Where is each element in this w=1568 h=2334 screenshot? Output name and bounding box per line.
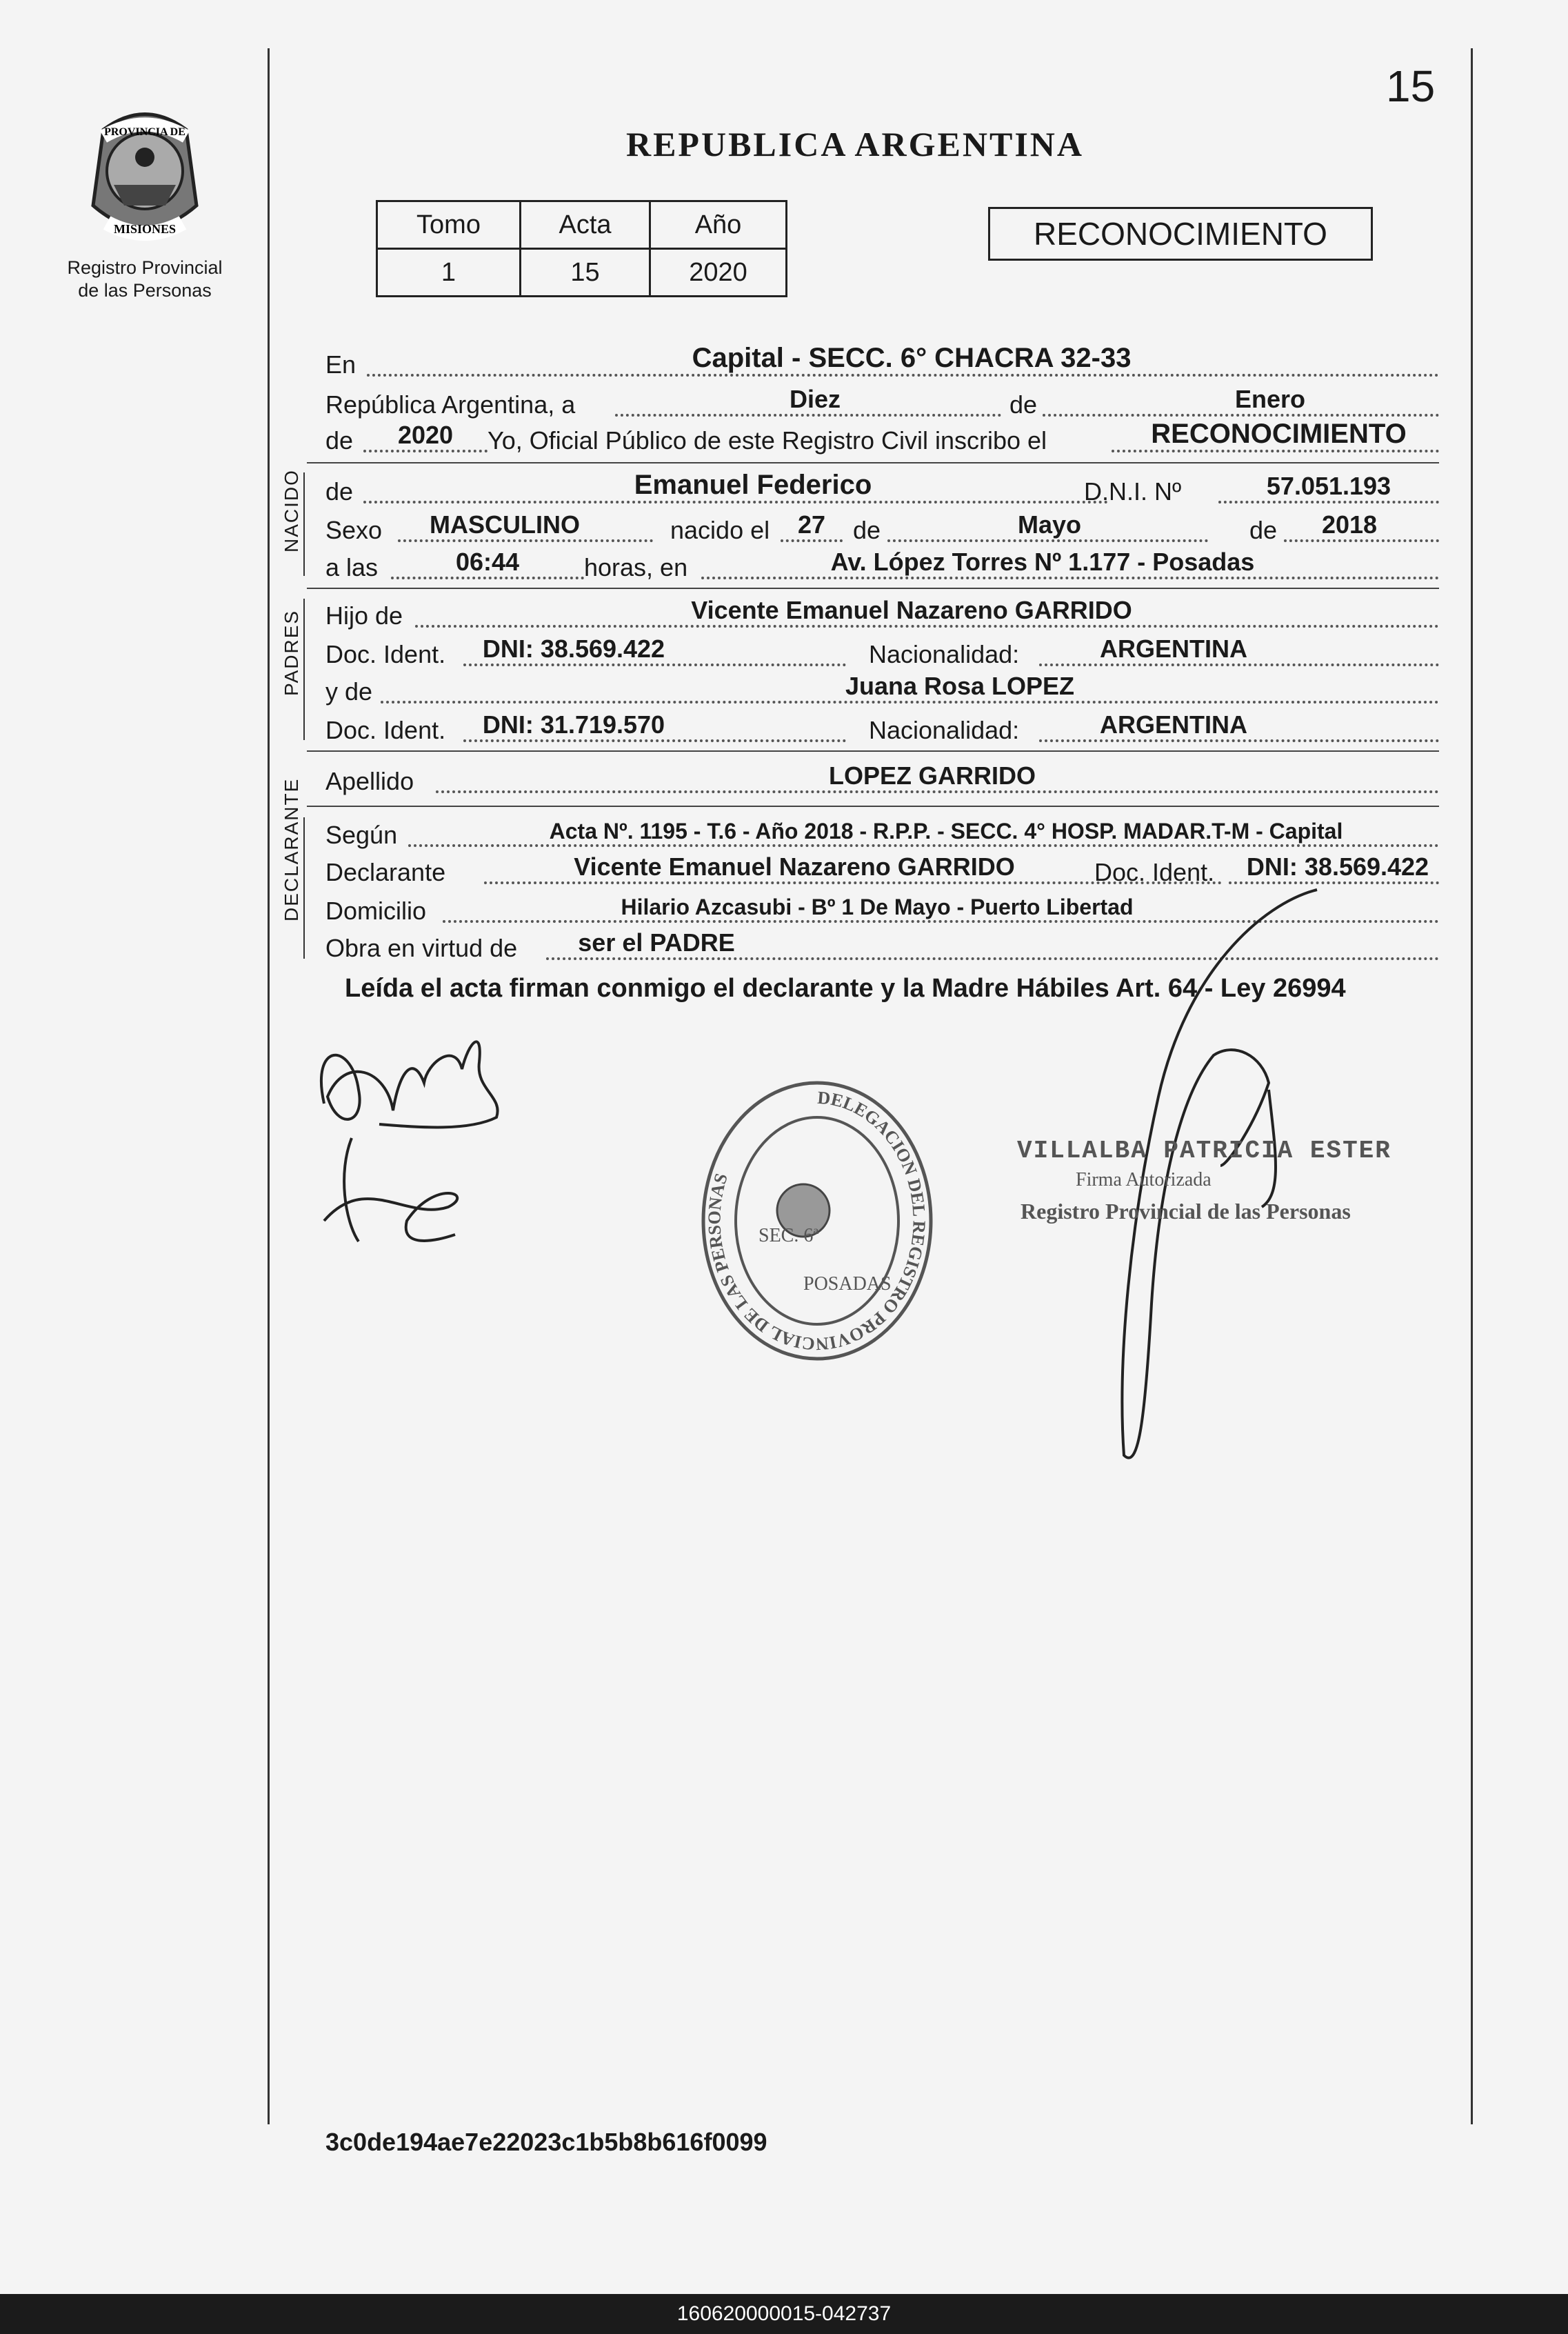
registry-table — [376, 200, 787, 297]
row-year: de 2020 Yo, Oficial Público de este Registro Civil inscribo el RECONOCIMIENTO — [325, 419, 1439, 458]
nacido-section-label: NACIDO — [281, 469, 302, 552]
stamp-city: POSADAS — [803, 1273, 892, 1295]
declarante-section-label: DECLARANTE — [281, 777, 302, 921]
sex-value: MASCULINO — [430, 510, 580, 539]
row-name: de Emanuel Federico D.N.I. Nº 57.051.193 — [325, 470, 1439, 509]
birth-day: 27 — [797, 510, 826, 539]
inscribo-value: RECONOCIMIENTO — [1151, 419, 1407, 449]
day-value: Diez — [789, 385, 841, 413]
father-doc: DNI: 38.569.422 — [482, 635, 665, 663]
child-name: Emanuel Federico — [634, 470, 872, 500]
row-father: Hijo de Vicente Emanuel Nazareno GARRIDO — [325, 595, 1439, 633]
place-value: Capital - SECC. 6° CHACRA 32-33 — [692, 343, 1132, 373]
row-en: En Capital - SECC. 6° CHACRA 32-33 — [325, 343, 1439, 382]
month-value: Enero — [1234, 385, 1306, 413]
row-obra: Obra en virtud de ser el PADRE — [325, 927, 1439, 966]
closing-statement: Leída el acta firman conmigo el declarante y la Madre Hábiles Art. 64 - Ley 26994 — [345, 974, 1346, 1003]
birth-time: 06:44 — [455, 548, 520, 576]
footer-barcode-text: 160620000015-042737 — [0, 2294, 1568, 2334]
registry-round-stamp — [693, 1062, 941, 1379]
act-type-box: RECONOCIMIENTO — [988, 207, 1373, 261]
stamp-ring-text: DELEGACION DEL REGISTRO PROVINCIAL DE LAS PERSONAS — [704, 1087, 929, 1355]
page-number: 15 — [1386, 61, 1436, 111]
tomo-value: 1 — [377, 249, 521, 297]
document-hash: 3c0de194ae7e22023c1b5b8b616f0099 — [325, 2128, 767, 2156]
right-margin-rule — [1471, 48, 1473, 2124]
child-dni: 57.051.193 — [1266, 472, 1391, 500]
father-nationality: ARGENTINA — [1100, 635, 1247, 663]
official-office: Registro Provincial de las Personas — [1021, 1199, 1351, 1224]
row-segun: Según Acta Nº. 1195 - T.6 - Año 2018 - R.P.P. - SECC. 4° HOSP. MADAR.T-M - Capital — [325, 814, 1439, 852]
domicilio-value: Hilario Azcasubi - Bº 1 De Mayo - Puerto Libertad — [621, 895, 1134, 919]
logo-bottom-text: MISIONES — [113, 222, 177, 236]
declarant-name: Vicente Emanuel Nazareno GARRIDO — [574, 852, 1015, 881]
row-mother: y de Juana Rosa LOPEZ — [325, 670, 1439, 709]
acta-header: Acta — [521, 201, 650, 249]
row-time: a las 06:44 horas, en Av. López Torres Nº 1.177 - Posadas — [325, 546, 1439, 585]
row-father-doc: Doc. Ident. DNI: 38.569.422 Nacionalidad: ARGENTINA — [325, 633, 1439, 672]
official-name: VILLALBA PATRICIA ESTER — [1017, 1137, 1391, 1165]
left-margin-rule — [268, 48, 270, 2124]
anio-value: 2020 — [650, 249, 787, 297]
row-apellido: Apellido LOPEZ GARRIDO — [325, 760, 1439, 799]
row-domicilio: Domicilio Hilario Azcasubi - Bº 1 De Mayo - Puerto Libertad — [325, 890, 1439, 928]
document-title: REPUBLICA ARGENTINA — [625, 125, 1085, 163]
declarant-signature — [296, 1014, 517, 1290]
mother-doc: DNI: 31.719.570 — [482, 710, 665, 739]
birth-place: Av. López Torres Nº 1.177 - Posadas — [830, 548, 1255, 576]
acta-value: 15 — [521, 249, 650, 297]
row-date: República Argentina, a Diez de Enero — [325, 383, 1439, 422]
year-value: 2020 — [397, 421, 454, 449]
logo-top-text: PROVINCIA DE — [104, 126, 185, 138]
tomo-header: Tomo — [377, 201, 521, 249]
row-declarante: Declarante Vicente Emanuel Nazareno GARRIDO Doc. Ident. DNI: 38.569.422 — [325, 851, 1439, 890]
padres-section-label: PADRES — [281, 609, 302, 696]
mother-nationality: ARGENTINA — [1100, 710, 1247, 739]
stamp-section: SEC. 6ª — [758, 1225, 819, 1246]
surname-value: LOPEZ GARRIDO — [828, 761, 1036, 790]
declarant-doc: DNI: 38.569.422 — [1246, 852, 1429, 881]
organization-name: Registro Provincial de las Personas — [67, 257, 223, 301]
birth-year: 2018 — [1321, 510, 1378, 539]
birth-month: Mayo — [1017, 510, 1082, 539]
row-birth: Sexo MASCULINO nacido el 27 de Mayo de 2018 — [325, 509, 1439, 548]
mother-name: Juana Rosa LOPEZ — [845, 672, 1075, 700]
obra-value: ser el PADRE — [578, 928, 735, 957]
father-name: Vicente Emanuel Nazareno GARRIDO — [691, 596, 1132, 624]
row-mother-doc: Doc. Ident. DNI: 31.719.570 Nacionalidad: ARGENTINA — [325, 709, 1439, 748]
segun-value: Acta Nº. 1195 - T.6 - Año 2018 - R.P.P. - SECC. 4° HOSP. MADAR.T-M - Capital — [549, 819, 1343, 844]
official-role: Firma Autorizada — [1076, 1169, 1212, 1190]
anio-header: Año — [650, 201, 787, 249]
